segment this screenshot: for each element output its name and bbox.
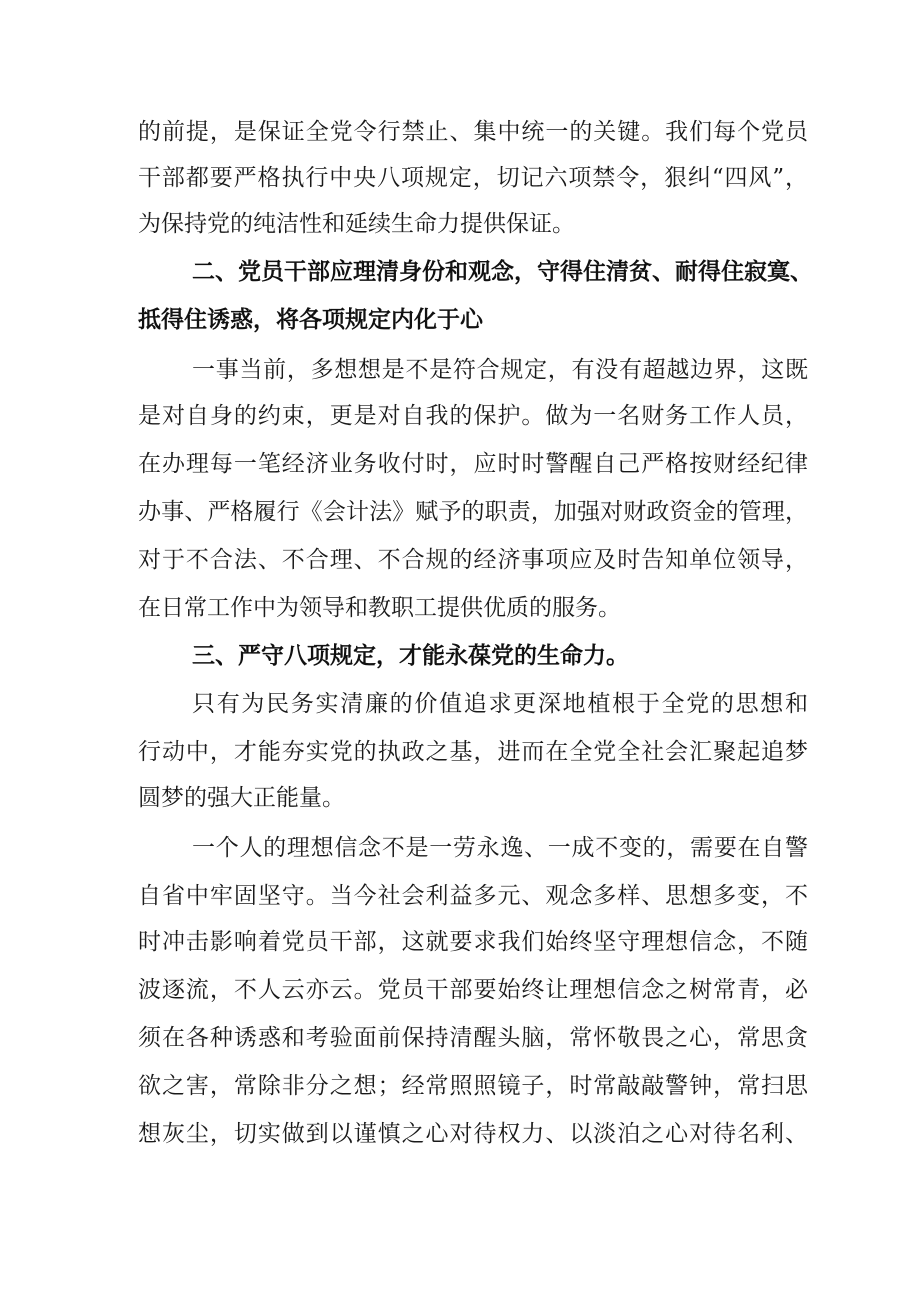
text-line: 在日常工作中为领导和教职工提供优质的服务。: [138, 595, 621, 621]
text-line: 的前提，是保证全党令行禁止、集中统一的关键。我们每个党员: [138, 119, 808, 145]
heading-line: 抵得住诱惑，将各项规定内化于心: [138, 307, 483, 333]
heading-line: 三、严守八项规定，才能永葆党的生命力。: [192, 643, 629, 669]
text-line: 是对自身的约束，更是对自我的保护。做为一名财务工作人员，: [138, 403, 808, 429]
text-line: 自省中牢固坚守。当今社会利益多元、观念多样、思想多变，不: [138, 883, 808, 909]
text-line: 只有为民务实清廉的价值追求更深地植根于全党的思想和: [192, 691, 808, 717]
text-line: 一事当前，多想想是不是符合规定，有没有超越边界，这既: [192, 357, 808, 383]
text-line: 一个人的理想信念不是一劳永逸、一成不变的，需要在自警: [192, 835, 808, 861]
text-line: 办事、严格履行《会计法》赋予的职责，加强对财政资金的管理，: [138, 499, 808, 525]
heading-line: 二、党员干部应理清身份和观念，守得住清贫、耐得住寂寞、: [192, 259, 813, 285]
text-line: 圆梦的强大正能量。: [138, 785, 345, 811]
text-line: 在办理每一笔经济业务收付时，应时时警醒自己严格按财经纪律: [138, 451, 808, 477]
text-line: 对于不合法、不合理、不合规的经济事项应及时告知单位领导，: [138, 547, 808, 573]
text-line: 须在各种诱惑和考验面前保持清醒头脑，常怀敬畏之心，常思贪: [138, 1025, 808, 1051]
text-line: 时冲击影响着党员干部，这就要求我们始终坚守理想信念，不随: [138, 929, 808, 955]
text-line: 行动中，才能夯实党的执政之基，进而在全党全社会汇聚起追梦: [138, 739, 808, 765]
text-line: 欲之害，常除非分之想；经常照照镜子，时常敲敲警钟，常扫思: [138, 1073, 808, 1099]
text-line: 为保持党的纯洁性和延续生命力提供保证。: [138, 211, 575, 237]
text-line: 波逐流，不人云亦云。党员干部要始终让理想信念之树常青，必: [138, 977, 808, 1003]
text-line: 干部都要严格执行中央八项规定，切记六项禁令，狠纠“四风”，: [138, 165, 808, 191]
text-line: 想灰尘，切实做到以谨慎之心对待权力、以淡泊之心对待名利、: [138, 1121, 808, 1147]
